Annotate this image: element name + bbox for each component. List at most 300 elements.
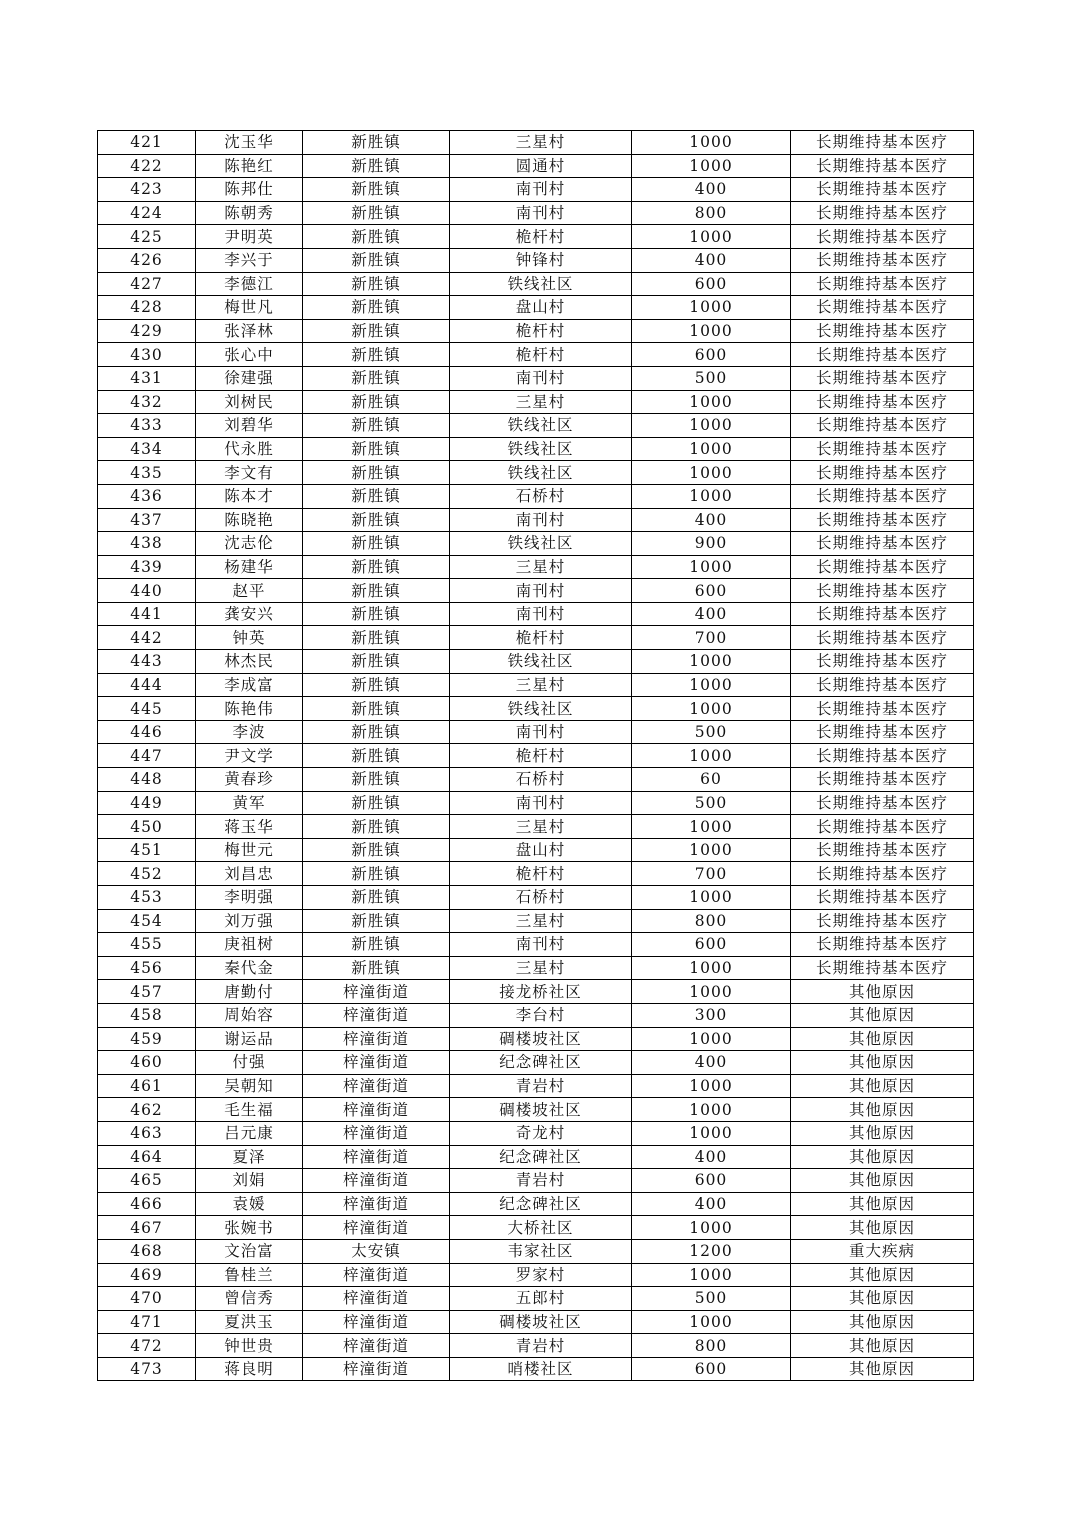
- row-number-cell: 445: [98, 697, 196, 721]
- town-cell: 梓潼街道: [303, 1310, 450, 1334]
- reason-cell: 长期维持基本医疗: [791, 272, 974, 296]
- name-cell: 刘娟: [196, 1169, 303, 1193]
- row-number-cell: 455: [98, 933, 196, 957]
- name-cell: 沈玉华: [196, 131, 303, 155]
- town-cell: 梓潼街道: [303, 1192, 450, 1216]
- table-row: [98, 1287, 974, 1311]
- row-number-cell: 422: [98, 154, 196, 178]
- row-number-cell: 421: [98, 131, 196, 155]
- town-cell: 新胜镇: [303, 508, 450, 532]
- amount-cell: 800: [632, 909, 791, 933]
- name-cell: 刘碧华: [196, 414, 303, 438]
- amount-cell: 1000: [632, 1121, 791, 1145]
- village-cell: 南刊村: [450, 791, 632, 815]
- row-number-cell: 454: [98, 909, 196, 933]
- table-row: [98, 650, 974, 674]
- amount-cell: 1000: [632, 697, 791, 721]
- village-cell: 碉楼坡社区: [450, 1027, 632, 1051]
- amount-cell: 400: [632, 248, 791, 272]
- town-cell: 新胜镇: [303, 319, 450, 343]
- amount-cell: 1000: [632, 650, 791, 674]
- table-row: [98, 1192, 974, 1216]
- village-cell: 南刊村: [450, 720, 632, 744]
- village-cell: 南刊村: [450, 933, 632, 957]
- reason-cell: 其他原因: [791, 1310, 974, 1334]
- village-cell: 南刊村: [450, 508, 632, 532]
- assistance-roster-table: [97, 130, 974, 1381]
- amount-cell: 1000: [632, 744, 791, 768]
- village-cell: 纪念碑社区: [450, 1145, 632, 1169]
- reason-cell: 长期维持基本医疗: [791, 909, 974, 933]
- name-cell: 尹文学: [196, 744, 303, 768]
- name-cell: 黄春珍: [196, 768, 303, 792]
- reason-cell: 其他原因: [791, 1145, 974, 1169]
- row-number-cell: 472: [98, 1334, 196, 1358]
- town-cell: 梓潼街道: [303, 1287, 450, 1311]
- reason-cell: 其他原因: [791, 1098, 974, 1122]
- table-row: [98, 414, 974, 438]
- reason-cell: 其他原因: [791, 1051, 974, 1075]
- village-cell: 桅杆村: [450, 319, 632, 343]
- table-row: [98, 626, 974, 650]
- row-number-cell: 434: [98, 437, 196, 461]
- name-cell: 李德江: [196, 272, 303, 296]
- amount-cell: 400: [632, 1145, 791, 1169]
- amount-cell: 600: [632, 272, 791, 296]
- amount-cell: 1000: [632, 886, 791, 910]
- town-cell: 新胜镇: [303, 366, 450, 390]
- table-row: [98, 319, 974, 343]
- table-row: [98, 1145, 974, 1169]
- amount-cell: 400: [632, 508, 791, 532]
- reason-cell: 长期维持基本医疗: [791, 414, 974, 438]
- name-cell: 秦代金: [196, 956, 303, 980]
- reason-cell: 长期维持基本医疗: [791, 343, 974, 367]
- village-cell: 三星村: [450, 956, 632, 980]
- table-row: [98, 602, 974, 626]
- reason-cell: 其他原因: [791, 1263, 974, 1287]
- village-cell: 桅杆村: [450, 626, 632, 650]
- name-cell: 袁媛: [196, 1192, 303, 1216]
- amount-cell: 1000: [632, 390, 791, 414]
- town-cell: 梓潼街道: [303, 1121, 450, 1145]
- row-number-cell: 426: [98, 248, 196, 272]
- row-number-cell: 438: [98, 532, 196, 556]
- reason-cell: 长期维持基本医疗: [791, 437, 974, 461]
- row-number-cell: 449: [98, 791, 196, 815]
- village-cell: 石桥村: [450, 484, 632, 508]
- amount-cell: 1000: [632, 1216, 791, 1240]
- table-row: [98, 484, 974, 508]
- amount-cell: 1000: [632, 838, 791, 862]
- town-cell: 新胜镇: [303, 909, 450, 933]
- name-cell: 张泽林: [196, 319, 303, 343]
- reason-cell: 长期维持基本医疗: [791, 956, 974, 980]
- table-row: [98, 555, 974, 579]
- row-number-cell: 461: [98, 1074, 196, 1098]
- name-cell: 李明强: [196, 886, 303, 910]
- row-number-cell: 436: [98, 484, 196, 508]
- amount-cell: 400: [632, 1051, 791, 1075]
- reason-cell: 长期维持基本医疗: [791, 886, 974, 910]
- row-number-cell: 469: [98, 1263, 196, 1287]
- name-cell: 陈朝秀: [196, 201, 303, 225]
- reason-cell: 长期维持基本医疗: [791, 225, 974, 249]
- name-cell: 付强: [196, 1051, 303, 1075]
- name-cell: 梅世元: [196, 838, 303, 862]
- name-cell: 谢运品: [196, 1027, 303, 1051]
- name-cell: 沈志伦: [196, 532, 303, 556]
- village-cell: 南刊村: [450, 602, 632, 626]
- reason-cell: 长期维持基本医疗: [791, 838, 974, 862]
- reason-cell: 长期维持基本医疗: [791, 390, 974, 414]
- village-cell: 铁线社区: [450, 461, 632, 485]
- row-number-cell: 440: [98, 579, 196, 603]
- town-cell: 梓潼街道: [303, 1216, 450, 1240]
- table-row: [98, 272, 974, 296]
- amount-cell: 800: [632, 1334, 791, 1358]
- amount-cell: 800: [632, 201, 791, 225]
- name-cell: 钟英: [196, 626, 303, 650]
- amount-cell: 600: [632, 1357, 791, 1381]
- village-cell: 李台村: [450, 1003, 632, 1027]
- village-cell: 韦家社区: [450, 1239, 632, 1263]
- table-row: [98, 437, 974, 461]
- town-cell: 新胜镇: [303, 201, 450, 225]
- name-cell: 尹明英: [196, 225, 303, 249]
- name-cell: 陈艳红: [196, 154, 303, 178]
- village-cell: 铁线社区: [450, 414, 632, 438]
- amount-cell: 1000: [632, 555, 791, 579]
- town-cell: 新胜镇: [303, 272, 450, 296]
- amount-cell: 1000: [632, 484, 791, 508]
- reason-cell: 长期维持基本医疗: [791, 296, 974, 320]
- amount-cell: 1000: [632, 1074, 791, 1098]
- town-cell: 新胜镇: [303, 673, 450, 697]
- reason-cell: 其他原因: [791, 1334, 974, 1358]
- amount-cell: 1000: [632, 815, 791, 839]
- amount-cell: 1000: [632, 980, 791, 1004]
- name-cell: 陈本才: [196, 484, 303, 508]
- table-row: [98, 886, 974, 910]
- row-number-cell: 467: [98, 1216, 196, 1240]
- row-number-cell: 433: [98, 414, 196, 438]
- town-cell: 新胜镇: [303, 791, 450, 815]
- name-cell: 陈晓艳: [196, 508, 303, 532]
- name-cell: 李兴于: [196, 248, 303, 272]
- town-cell: 梓潼街道: [303, 980, 450, 1004]
- amount-cell: 600: [632, 933, 791, 957]
- town-cell: 梓潼街道: [303, 1334, 450, 1358]
- reason-cell: 长期维持基本医疗: [791, 178, 974, 202]
- name-cell: 杨建华: [196, 555, 303, 579]
- name-cell: 钟世贵: [196, 1334, 303, 1358]
- row-number-cell: 429: [98, 319, 196, 343]
- village-cell: 铁线社区: [450, 650, 632, 674]
- table-row: [98, 980, 974, 1004]
- amount-cell: 1000: [632, 131, 791, 155]
- village-cell: 南刊村: [450, 178, 632, 202]
- name-cell: 陈邦仕: [196, 178, 303, 202]
- village-cell: 三星村: [450, 909, 632, 933]
- reason-cell: 重大疾病: [791, 1239, 974, 1263]
- amount-cell: 1000: [632, 1263, 791, 1287]
- row-number-cell: 466: [98, 1192, 196, 1216]
- table-row: [98, 1027, 974, 1051]
- town-cell: 新胜镇: [303, 437, 450, 461]
- village-cell: 纪念碑社区: [450, 1051, 632, 1075]
- name-cell: 唐勤付: [196, 980, 303, 1004]
- reason-cell: 长期维持基本医疗: [791, 579, 974, 603]
- town-cell: 新胜镇: [303, 768, 450, 792]
- village-cell: 桅杆村: [450, 862, 632, 886]
- town-cell: 梓潼街道: [303, 1074, 450, 1098]
- amount-cell: 60: [632, 768, 791, 792]
- name-cell: 刘万强: [196, 909, 303, 933]
- row-number-cell: 447: [98, 744, 196, 768]
- amount-cell: 1000: [632, 296, 791, 320]
- table-row: [98, 201, 974, 225]
- amount-cell: 400: [632, 178, 791, 202]
- town-cell: 新胜镇: [303, 131, 450, 155]
- amount-cell: 1000: [632, 956, 791, 980]
- town-cell: 新胜镇: [303, 343, 450, 367]
- table-row: [98, 461, 974, 485]
- reason-cell: 长期维持基本医疗: [791, 862, 974, 886]
- name-cell: 李波: [196, 720, 303, 744]
- town-cell: 新胜镇: [303, 815, 450, 839]
- table-row: [98, 296, 974, 320]
- amount-cell: 1000: [632, 225, 791, 249]
- name-cell: 曾信秀: [196, 1287, 303, 1311]
- name-cell: 蒋良明: [196, 1357, 303, 1381]
- name-cell: 代永胜: [196, 437, 303, 461]
- reason-cell: 长期维持基本医疗: [791, 319, 974, 343]
- reason-cell: 长期维持基本医疗: [791, 532, 974, 556]
- name-cell: 刘昌忠: [196, 862, 303, 886]
- town-cell: 太安镇: [303, 1239, 450, 1263]
- village-cell: 桅杆村: [450, 343, 632, 367]
- row-number-cell: 464: [98, 1145, 196, 1169]
- reason-cell: 其他原因: [791, 1027, 974, 1051]
- row-number-cell: 443: [98, 650, 196, 674]
- table-row: [98, 838, 974, 862]
- town-cell: 梓潼街道: [303, 1145, 450, 1169]
- table-row: [98, 909, 974, 933]
- amount-cell: 1000: [632, 414, 791, 438]
- reason-cell: 长期维持基本医疗: [791, 768, 974, 792]
- row-number-cell: 424: [98, 201, 196, 225]
- town-cell: 新胜镇: [303, 579, 450, 603]
- town-cell: 新胜镇: [303, 697, 450, 721]
- town-cell: 梓潼街道: [303, 1027, 450, 1051]
- name-cell: 蒋玉华: [196, 815, 303, 839]
- town-cell: 新胜镇: [303, 626, 450, 650]
- table-row: [98, 1003, 974, 1027]
- reason-cell: 长期维持基本医疗: [791, 508, 974, 532]
- reason-cell: 其他原因: [791, 1074, 974, 1098]
- amount-cell: 1000: [632, 461, 791, 485]
- village-cell: 接龙桥社区: [450, 980, 632, 1004]
- village-cell: 碉楼坡社区: [450, 1310, 632, 1334]
- table-row: [98, 178, 974, 202]
- row-number-cell: 471: [98, 1310, 196, 1334]
- town-cell: 新胜镇: [303, 720, 450, 744]
- table-row: [98, 131, 974, 155]
- town-cell: 新胜镇: [303, 296, 450, 320]
- village-cell: 三星村: [450, 673, 632, 697]
- reason-cell: 长期维持基本医疗: [791, 650, 974, 674]
- town-cell: 新胜镇: [303, 390, 450, 414]
- table-row: [98, 697, 974, 721]
- name-cell: 徐建强: [196, 366, 303, 390]
- amount-cell: 500: [632, 1287, 791, 1311]
- table-row: [98, 1357, 974, 1381]
- amount-cell: 1200: [632, 1239, 791, 1263]
- reason-cell: 长期维持基本医疗: [791, 744, 974, 768]
- row-number-cell: 439: [98, 555, 196, 579]
- table-row: [98, 366, 974, 390]
- amount-cell: 300: [632, 1003, 791, 1027]
- name-cell: 林杰民: [196, 650, 303, 674]
- town-cell: 梓潼街道: [303, 1357, 450, 1381]
- name-cell: 鲁桂兰: [196, 1263, 303, 1287]
- village-cell: 三星村: [450, 815, 632, 839]
- name-cell: 周始容: [196, 1003, 303, 1027]
- row-number-cell: 432: [98, 390, 196, 414]
- village-cell: 圆通村: [450, 154, 632, 178]
- name-cell: 赵平: [196, 579, 303, 603]
- reason-cell: 长期维持基本医疗: [791, 933, 974, 957]
- amount-cell: 1000: [632, 154, 791, 178]
- village-cell: 青岩村: [450, 1074, 632, 1098]
- reason-cell: 长期维持基本医疗: [791, 555, 974, 579]
- village-cell: 铁线社区: [450, 532, 632, 556]
- reason-cell: 长期维持基本医疗: [791, 626, 974, 650]
- village-cell: 南刊村: [450, 201, 632, 225]
- table-row: [98, 1169, 974, 1193]
- reason-cell: 其他原因: [791, 1192, 974, 1216]
- reason-cell: 长期维持基本医疗: [791, 791, 974, 815]
- town-cell: 新胜镇: [303, 744, 450, 768]
- village-cell: 南刊村: [450, 366, 632, 390]
- row-number-cell: 448: [98, 768, 196, 792]
- amount-cell: 400: [632, 602, 791, 626]
- reason-cell: 长期维持基本医疗: [791, 461, 974, 485]
- town-cell: 梓潼街道: [303, 1169, 450, 1193]
- amount-cell: 700: [632, 862, 791, 886]
- row-number-cell: 441: [98, 602, 196, 626]
- reason-cell: 长期维持基本医疗: [791, 673, 974, 697]
- town-cell: 新胜镇: [303, 650, 450, 674]
- town-cell: 新胜镇: [303, 933, 450, 957]
- table-row: [98, 1051, 974, 1075]
- village-cell: 铁线社区: [450, 437, 632, 461]
- table-row: [98, 1263, 974, 1287]
- table-body: [98, 131, 974, 1381]
- table-row: [98, 532, 974, 556]
- table-row: [98, 390, 974, 414]
- row-number-cell: 451: [98, 838, 196, 862]
- row-number-cell: 459: [98, 1027, 196, 1051]
- row-number-cell: 453: [98, 886, 196, 910]
- name-cell: 庚祖树: [196, 933, 303, 957]
- row-number-cell: 446: [98, 720, 196, 744]
- table-row: [98, 720, 974, 744]
- town-cell: 新胜镇: [303, 484, 450, 508]
- reason-cell: 其他原因: [791, 980, 974, 1004]
- table-row: [98, 248, 974, 272]
- amount-cell: 500: [632, 366, 791, 390]
- row-number-cell: 462: [98, 1098, 196, 1122]
- amount-cell: 1000: [632, 1027, 791, 1051]
- reason-cell: 长期维持基本医疗: [791, 154, 974, 178]
- village-cell: 罗家村: [450, 1263, 632, 1287]
- row-number-cell: 444: [98, 673, 196, 697]
- table-row: [98, 343, 974, 367]
- reason-cell: 长期维持基本医疗: [791, 366, 974, 390]
- town-cell: 新胜镇: [303, 555, 450, 579]
- village-cell: 大桥社区: [450, 1216, 632, 1240]
- row-number-cell: 452: [98, 862, 196, 886]
- reason-cell: 其他原因: [791, 1287, 974, 1311]
- table-row: [98, 1216, 974, 1240]
- village-cell: 桅杆村: [450, 225, 632, 249]
- town-cell: 梓潼街道: [303, 1098, 450, 1122]
- reason-cell: 长期维持基本医疗: [791, 697, 974, 721]
- town-cell: 新胜镇: [303, 461, 450, 485]
- amount-cell: 500: [632, 791, 791, 815]
- reason-cell: 长期维持基本医疗: [791, 815, 974, 839]
- row-number-cell: 423: [98, 178, 196, 202]
- amount-cell: 500: [632, 720, 791, 744]
- row-number-cell: 463: [98, 1121, 196, 1145]
- name-cell: 毛生福: [196, 1098, 303, 1122]
- amount-cell: 1000: [632, 1098, 791, 1122]
- reason-cell: 长期维持基本医疗: [791, 201, 974, 225]
- name-cell: 文治富: [196, 1239, 303, 1263]
- name-cell: 梅世凡: [196, 296, 303, 320]
- row-number-cell: 431: [98, 366, 196, 390]
- amount-cell: 1000: [632, 1310, 791, 1334]
- name-cell: 夏泽: [196, 1145, 303, 1169]
- reason-cell: 其他原因: [791, 1003, 974, 1027]
- amount-cell: 400: [632, 1192, 791, 1216]
- amount-cell: 900: [632, 532, 791, 556]
- village-cell: 青岩村: [450, 1334, 632, 1358]
- amount-cell: 1000: [632, 319, 791, 343]
- table-row: [98, 1074, 974, 1098]
- table-row: [98, 1334, 974, 1358]
- reason-cell: 长期维持基本医疗: [791, 602, 974, 626]
- row-number-cell: 430: [98, 343, 196, 367]
- row-number-cell: 435: [98, 461, 196, 485]
- name-cell: 夏洪玉: [196, 1310, 303, 1334]
- name-cell: 吕元康: [196, 1121, 303, 1145]
- town-cell: 新胜镇: [303, 886, 450, 910]
- village-cell: 石桥村: [450, 886, 632, 910]
- row-number-cell: 425: [98, 225, 196, 249]
- name-cell: 李成富: [196, 673, 303, 697]
- name-cell: 刘树民: [196, 390, 303, 414]
- amount-cell: 600: [632, 1169, 791, 1193]
- town-cell: 梓潼街道: [303, 1003, 450, 1027]
- village-cell: 碉楼坡社区: [450, 1098, 632, 1122]
- village-cell: 三星村: [450, 555, 632, 579]
- reason-cell: 长期维持基本医疗: [791, 484, 974, 508]
- village-cell: 盘山村: [450, 296, 632, 320]
- amount-cell: 600: [632, 579, 791, 603]
